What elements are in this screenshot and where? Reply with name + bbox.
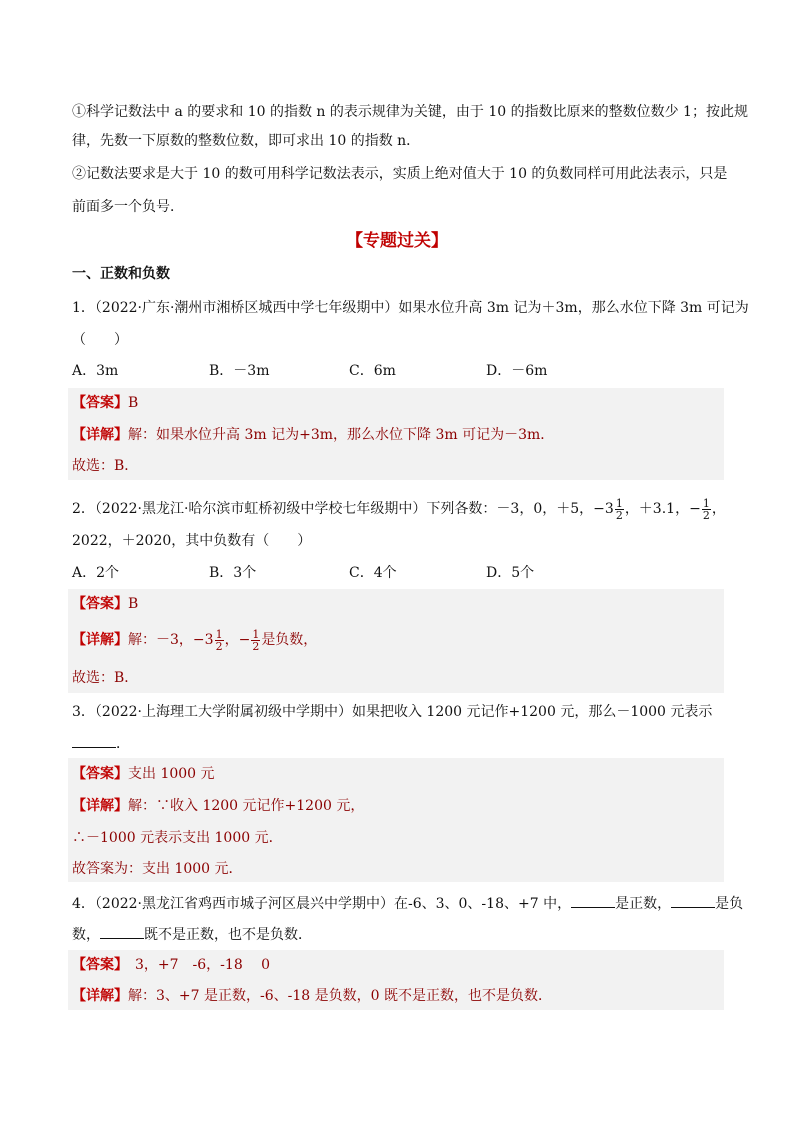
q1-text-line-2: （ ）: [72, 332, 128, 348]
fraction-denominator: 2: [615, 508, 623, 522]
q2-text-line-2: 2022，＋2020，其中负数有（ ）: [72, 533, 312, 549]
section-heading: 一、正数和负数: [72, 266, 170, 282]
q1-conclusion: 故选：B．: [72, 458, 139, 474]
detail-tag: 【详解】: [72, 427, 128, 443]
q2-options: [72, 563, 724, 583]
separator: ，: [224, 632, 239, 648]
q1-options: [72, 361, 724, 381]
q4-text-a: 4．（2022·黑龙江省鸡西市城子河区晨兴中学期中）在-6、3、0、-18、+7 中，: [72, 896, 572, 912]
whole-number: 3: [204, 632, 214, 648]
answer-value: B: [128, 395, 139, 411]
section-title: 【专题过关】: [346, 231, 448, 251]
period: ．: [116, 736, 130, 752]
intro-line-3: ②记数法要求是大于 10 的数可用科学记数法表示，实质上绝对值大于 10 的负数同样可用此法表示，只是: [72, 166, 728, 182]
fraction: [702, 498, 711, 521]
detail-tag: 【详解】: [72, 988, 128, 1004]
q4-detail: [72, 986, 724, 1006]
detail-prefix: 解：－3，: [128, 632, 193, 648]
detail-suffix: 是负数，: [261, 632, 318, 648]
answer-tag: 【答案】: [72, 766, 128, 782]
answer-tag: 【答案】: [72, 596, 128, 612]
q1-option-d: D．－6m: [486, 363, 548, 379]
minus-sign: −: [689, 501, 701, 517]
fraction-numerator: 1: [215, 627, 223, 641]
q2-option-b: B．3个: [209, 565, 257, 581]
q1-option-c: C．6m: [349, 363, 396, 379]
q1-text-line-1: 1．（2022·广东·潮州市湘桥区城西中学七年级期中）如果水位升高 3m 记为＋3m，那么水位下降 3m 可记为: [72, 300, 749, 316]
q2-conclusion: 故选：B．: [72, 670, 139, 686]
q2-option-d: D．5个: [486, 565, 535, 581]
minus-sign: −: [192, 632, 205, 648]
q4-text-line-2: [72, 924, 724, 945]
q2-answer: [72, 594, 724, 614]
q4-answer: [72, 955, 724, 975]
fraction-denominator: 2: [702, 508, 710, 522]
q4-text-c: 是负: [715, 896, 744, 912]
detail-text: 解：∵收入 1200 元记作+1200 元，: [128, 798, 365, 814]
q3-conclusion: 故答案为：支出 1000 元．: [72, 861, 243, 877]
fraction: [215, 629, 224, 652]
intro-line-1: ①科学记数法中 a 的要求和 10 的指数 n 的表示规律为关键，由于 10 的指数比原来的整数位数少 1；按此规: [72, 104, 748, 120]
fraction: [615, 498, 624, 521]
answer-value: 3，+7 -6，-18 0: [121, 957, 271, 973]
detail-tag: 【详解】: [72, 798, 128, 814]
q3-text-line-2: [72, 733, 724, 754]
separator: ，: [711, 501, 726, 517]
fraction-denominator: 2: [252, 639, 260, 653]
answer-tag: 【答案】: [72, 395, 128, 411]
detail-text: 解：如果水位升高 3m 记为+3m，那么水位下降 3m 可记为－3m．: [128, 427, 555, 443]
fraction: [251, 629, 260, 652]
q4-text-b: 是正数，: [615, 896, 672, 912]
whole-number: 3: [604, 501, 614, 517]
q4-text-line-1: [72, 893, 744, 914]
detail-tag: 【详解】: [72, 632, 128, 648]
fraction-numerator: 1: [252, 627, 260, 641]
minus-sign: −: [238, 632, 251, 648]
q1-answer: [72, 393, 724, 413]
q2-text-line-1: [72, 495, 724, 523]
q2-option-a: A．2个: [72, 565, 120, 581]
q2-option-c: C．4个: [349, 565, 397, 581]
answer-blank: [72, 733, 116, 748]
answer-value: B: [128, 596, 139, 612]
answer-tag: 【答案】: [72, 957, 121, 973]
q1-detail: [72, 425, 724, 445]
q4-text-d: 数，: [72, 927, 100, 943]
fraction-denominator: 2: [215, 639, 223, 653]
q4-text-e: 既不是正数，也不是负数．: [144, 927, 312, 943]
fraction-numerator: 1: [615, 496, 623, 510]
q2-detail: [72, 626, 724, 654]
minus-sign: −: [593, 501, 605, 517]
fraction-numerator: 1: [702, 496, 710, 510]
q3-detail-line-2: ∴－1000 元表示支出 1000 元．: [72, 830, 283, 846]
answer-blank: [571, 893, 615, 908]
answer-value: 支出 1000 元: [128, 766, 215, 782]
q3-answer: [72, 764, 724, 784]
answer-blank: [100, 924, 144, 939]
q2-text-mid: ，＋3.1，: [624, 501, 690, 517]
detail-text: 解：3、+7 是正数，-6、-18 是负数，0 既不是正数，也不是负数．: [128, 988, 552, 1004]
intro-line-2: 律，先数一下原数的整数位数，即可求出 10 的指数 n．: [72, 133, 421, 149]
q3-detail: [72, 796, 724, 816]
q1-option-a: A．3m: [72, 363, 119, 379]
answer-blank: [671, 893, 715, 908]
q1-option-b: B．－3m: [209, 363, 270, 379]
q2-text-prefix: 2．（2022·黑龙江·哈尔滨市虹桥初级中学校七年级期中）下列各数：－3，0，＋5，: [72, 501, 594, 517]
intro-line-4: 前面多一个负号．: [72, 199, 184, 215]
q3-text-line-1: 3．（2022·上海理工大学附属初级中学期中）如果把收入 1200 元记作+1200 元，那么－1000 元表示: [72, 704, 713, 720]
